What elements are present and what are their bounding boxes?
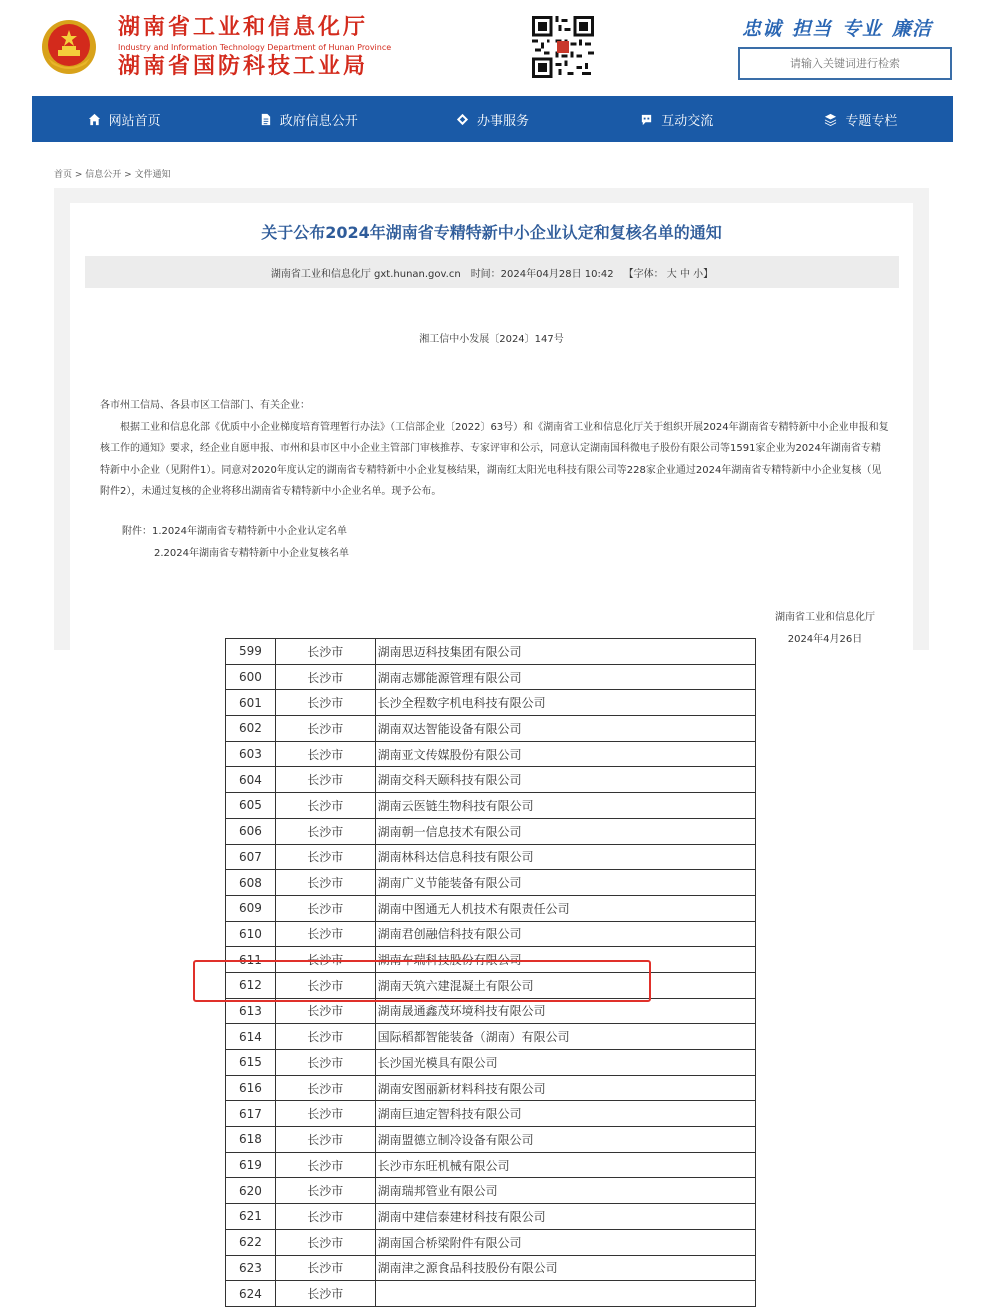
signature-date: 2024年4月26日 [787, 634, 863, 645]
cell-no: 615 [226, 1050, 276, 1076]
table-row [226, 1075, 756, 1101]
attachments [122, 521, 349, 565]
table-row [226, 1152, 756, 1178]
cell-name: 湖南志娜能源管理有限公司 [375, 664, 755, 690]
cell-name: 湖南中建信泰建材科技有限公司 [375, 1204, 755, 1230]
cell-name [375, 1281, 755, 1307]
table-row [226, 1050, 756, 1076]
highlight-box [193, 960, 651, 1002]
breadcrumb[interactable]: 首页 > 信息公开 > 文件通知 [54, 170, 171, 180]
nav-item-special[interactable] [769, 96, 953, 142]
cell-city: 长沙市 [275, 1024, 375, 1050]
cell-name: 湖南广义节能装备有限公司 [375, 870, 755, 896]
attachment-link[interactable]: 2.2024年湖南省专精特新中小企业复核名单 [154, 548, 349, 559]
cell-name: 湖南中图通无人机技术有限责任公司 [375, 895, 755, 921]
nav-item-interaction[interactable] [585, 96, 769, 142]
qr-code-icon [531, 16, 595, 78]
table-row [226, 1127, 756, 1153]
cell-city: 长沙市 [275, 972, 375, 998]
cell-no: 623 [226, 1255, 276, 1281]
cell-name: 湖南思迈科技集团有限公司 [375, 639, 755, 665]
table-row [226, 1229, 756, 1255]
signature-block [775, 607, 875, 651]
site-title[interactable] [118, 14, 391, 81]
cell-no: 602 [226, 716, 276, 742]
cell-name: 湖南瑞邦管业有限公司 [375, 1178, 755, 1204]
cell-city: 长沙市 [275, 793, 375, 819]
cell-no: 621 [226, 1204, 276, 1230]
title-cn-secondary: 湖南省国防科技工业局 [118, 54, 369, 79]
cell-name: 湖南盟德立制冷设备有限公司 [375, 1127, 755, 1153]
cell-no: 613 [226, 998, 276, 1024]
table-row [226, 690, 756, 716]
cell-city: 长沙市 [275, 1127, 375, 1153]
table-row [226, 1255, 756, 1281]
cell-no: 606 [226, 818, 276, 844]
cell-name: 国际稻都智能装备（湖南）有限公司 [375, 1024, 755, 1050]
table-row [226, 921, 756, 947]
cell-no: 609 [226, 895, 276, 921]
cell-name: 湖南云医链生物科技有限公司 [375, 793, 755, 819]
cell-no: 600 [226, 664, 276, 690]
cell-name: 湖南津之源食品科技股份有限公司 [375, 1255, 755, 1281]
cell-no: 605 [226, 793, 276, 819]
article-title: 关于公布2024年湖南省专精特新中小企业认定和复核名单的通知 [261, 223, 722, 242]
nav-item-home[interactable] [32, 96, 216, 142]
motto-word: 忠诚 [742, 18, 783, 40]
cell-name: 湖南巨迪定智科技有限公司 [375, 1101, 755, 1127]
cell-city: 长沙市 [275, 921, 375, 947]
cell-name: 长沙全程数字机电科技有限公司 [375, 690, 755, 716]
cell-name: 湖南晟通鑫茂环境科技有限公司 [375, 998, 755, 1024]
document-number: 湘工信中小发展〔2024〕147号 [419, 334, 564, 345]
cell-no: 622 [226, 1229, 276, 1255]
table-row [226, 793, 756, 819]
cell-city: 长沙市 [275, 767, 375, 793]
cell-no: 618 [226, 1127, 276, 1153]
motto-word: 担当 [792, 18, 833, 40]
diamond-icon [456, 113, 469, 126]
table-row [226, 818, 756, 844]
cell-no: 611 [226, 947, 276, 973]
table-row [226, 767, 756, 793]
search-box[interactable] [738, 47, 952, 80]
cell-city: 长沙市 [275, 716, 375, 742]
cell-name: 湖南亚文传媒股份有限公司 [375, 741, 755, 767]
cell-city: 长沙市 [275, 947, 375, 973]
article-body [100, 395, 890, 503]
cell-no: 616 [226, 1075, 276, 1101]
cell-no: 612 [226, 972, 276, 998]
cell-no: 610 [226, 921, 276, 947]
nav-label: 网站首页 [108, 113, 161, 129]
title-english: Industry and Information Technology Department of Hunan Province [118, 43, 392, 52]
nav-item-gov-info[interactable] [216, 96, 400, 142]
table-row [226, 1204, 756, 1230]
cell-no: 617 [226, 1101, 276, 1127]
nav-label: 政府信息公开 [279, 113, 358, 129]
cell-city: 长沙市 [275, 895, 375, 921]
cell-city: 长沙市 [275, 870, 375, 896]
cell-city: 长沙市 [275, 1101, 375, 1127]
cell-no: 624 [226, 1281, 276, 1307]
document-icon [259, 113, 272, 126]
salutation: 各市州工信局、各县市区工信部门、有关企业： [100, 400, 310, 411]
layers-icon [824, 113, 837, 126]
cell-city: 长沙市 [275, 1075, 375, 1101]
main-nav [32, 96, 953, 142]
cell-city: 长沙市 [275, 664, 375, 690]
search-input[interactable] [740, 49, 950, 78]
attachment-link[interactable]: 附件：1.2024年湖南省专精特新中小企业认定名单 [122, 526, 347, 537]
cell-name: 湖南交科天颐科技有限公司 [375, 767, 755, 793]
article-source: 湖南省工业和信息化厅 gxt.hunan.gov.cn [270, 268, 461, 280]
cell-no: 614 [226, 1024, 276, 1050]
table-row [226, 639, 756, 665]
cell-name: 湖南天筑六建混凝土有限公司 [375, 972, 755, 998]
table-row [226, 870, 756, 896]
motto-word: 廉洁 [892, 18, 933, 40]
cell-no: 599 [226, 639, 276, 665]
cell-city: 长沙市 [275, 1050, 375, 1076]
cell-name: 长沙市东旺机械有限公司 [375, 1152, 755, 1178]
table-row [226, 895, 756, 921]
table-row [226, 1024, 756, 1050]
cell-name: 湖南朝一信息技术有限公司 [375, 818, 755, 844]
table-row [226, 664, 756, 690]
chat-icon [640, 113, 653, 126]
cell-name: 湖南车瑞科技股份有限公司 [375, 947, 755, 973]
cell-no: 607 [226, 844, 276, 870]
motto-slogan [742, 14, 932, 41]
cell-name: 湖南林科达信息科技有限公司 [375, 844, 755, 870]
cell-city: 长沙市 [275, 818, 375, 844]
article-paragraph: 根据工业和信息化部《优质中小企业梯度培育管理暂行办法》（工信部企业〔2022〕63号）和《湖南省工业和信息化厅关于组织开展2024年湖南省专精特新中小企业申报和复核工作的通知》要求，经企业自愿申报、市州和县市区中小企业主管部门审核推荐、专家评审和公示，同意认定湖南国科微电子股份有限公司等1591家企业为2024年湖南省专精特新中小企业（见附件1）。同意对2020年度认定的湖南省专精特新中小企业复核结果，湖南红太阳光电科技有限公司等228家企业通过2024年湖南省专精特新中小企业复核（见附件2），未通过复核的企业将移出湖南省专精特新中小企业名单。现予公布。 [100, 421, 889, 497]
table-row [226, 1178, 756, 1204]
cell-name: 湖南君创融信科技有限公司 [375, 921, 755, 947]
cell-name: 湖南安图丽新材料科技有限公司 [375, 1075, 755, 1101]
national-emblem-icon [40, 18, 98, 76]
title-cn-primary: 湖南省工业和信息化厅 [118, 15, 369, 40]
cell-no: 619 [226, 1152, 276, 1178]
cell-name: 湖南双达智能设备有限公司 [375, 716, 755, 742]
font-size-selector[interactable]: 【字体： 大 中 小】 [623, 268, 714, 280]
motto-word: 专业 [842, 18, 883, 40]
cell-city: 长沙市 [275, 998, 375, 1024]
cell-city: 长沙市 [275, 741, 375, 767]
site-header [0, 0, 988, 96]
nav-label: 互动交流 [661, 113, 714, 129]
table-row [226, 1101, 756, 1127]
cell-no: 603 [226, 741, 276, 767]
cell-no: 604 [226, 767, 276, 793]
nav-label: 办事服务 [477, 113, 530, 129]
table-row [226, 844, 756, 870]
cell-name: 长沙国光模具有限公司 [375, 1050, 755, 1076]
cell-city: 长沙市 [275, 690, 375, 716]
cell-city: 长沙市 [275, 1178, 375, 1204]
cell-no: 608 [226, 870, 276, 896]
home-icon [88, 113, 101, 126]
cell-city: 长沙市 [275, 844, 375, 870]
cell-name: 湖南国合桥梁附件有限公司 [375, 1229, 755, 1255]
table-row [226, 741, 756, 767]
cell-city: 长沙市 [275, 639, 375, 665]
cell-city: 长沙市 [275, 1255, 375, 1281]
nav-item-services[interactable] [400, 96, 584, 142]
cell-city: 长沙市 [275, 1229, 375, 1255]
cell-city: 长沙市 [275, 1204, 375, 1230]
article-time: 时间：2024年04月28日 10:42 [470, 268, 614, 280]
cell-city: 长沙市 [275, 1281, 375, 1307]
cell-no: 620 [226, 1178, 276, 1204]
cell-no: 601 [226, 690, 276, 716]
cell-city: 长沙市 [275, 1152, 375, 1178]
signature-org: 湖南省工业和信息化厅 [775, 612, 875, 623]
nav-label: 专题专栏 [845, 113, 898, 129]
table-row [226, 1281, 756, 1307]
table-row [226, 716, 756, 742]
article-panel [70, 203, 913, 650]
article-meta [85, 256, 899, 288]
